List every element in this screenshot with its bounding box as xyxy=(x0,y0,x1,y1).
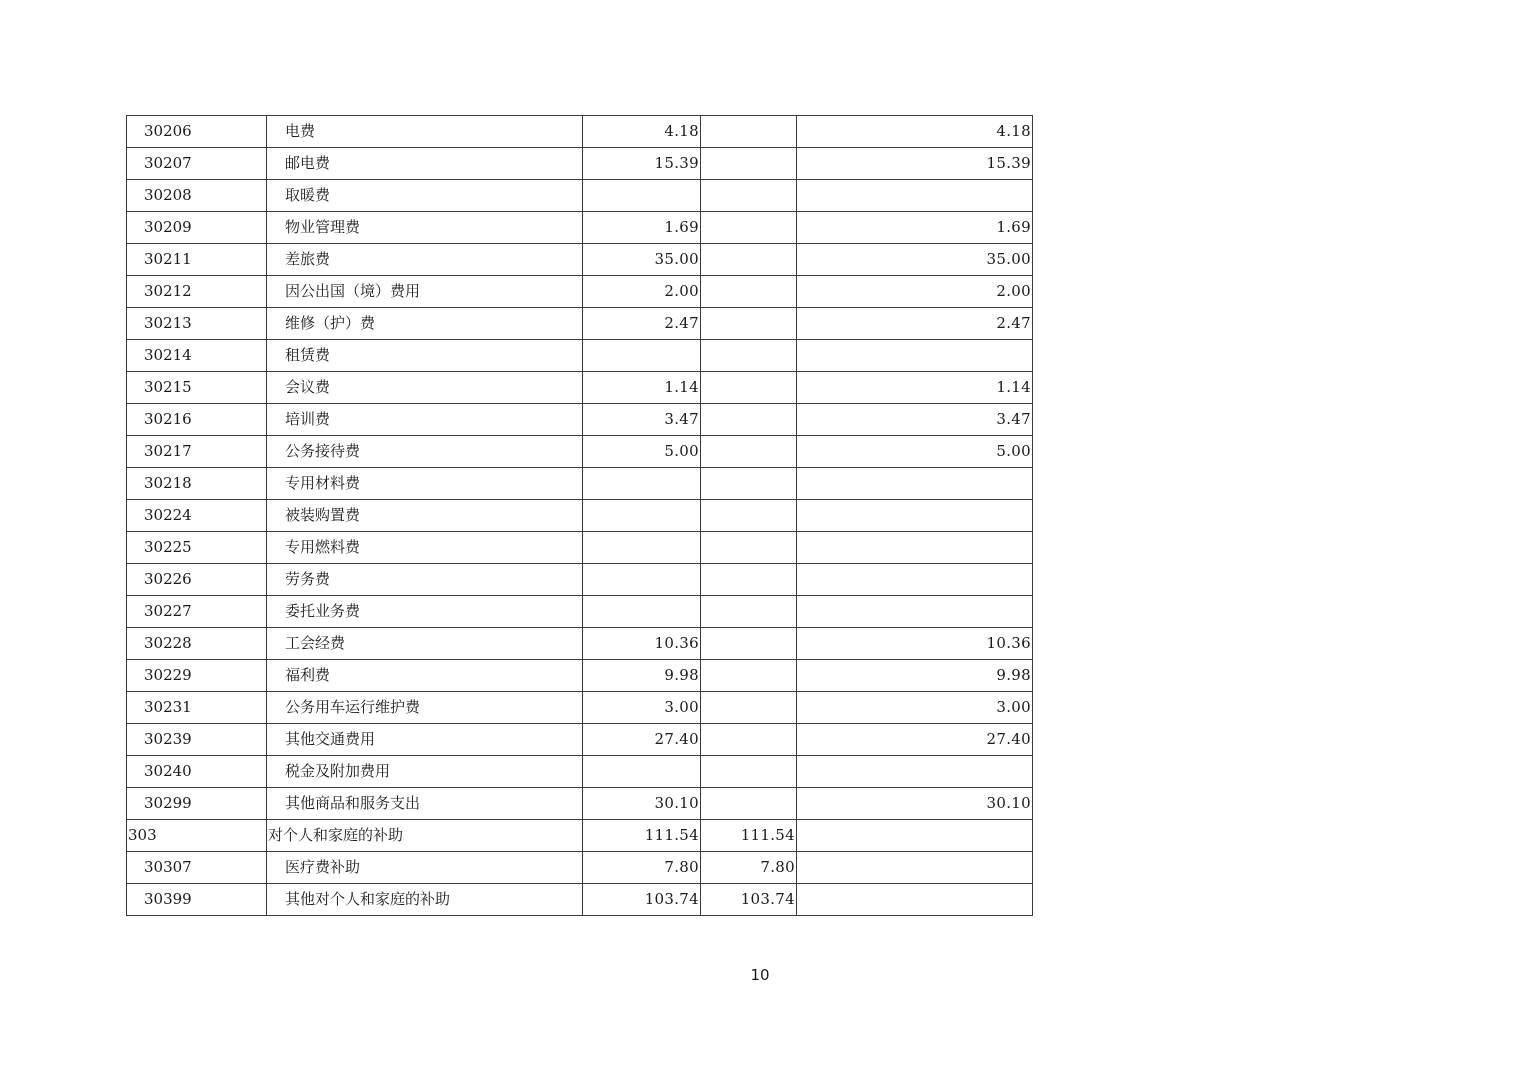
account-code-cell: 30225 xyxy=(127,532,267,564)
project-expenditure-cell: 35.00 xyxy=(797,244,1033,276)
account-code-cell: 30207 xyxy=(127,148,267,180)
account-name-cell: 公务接待费 xyxy=(267,436,583,468)
table-row xyxy=(127,180,1033,212)
table-row xyxy=(127,564,1033,596)
account-name-cell: 税金及附加费用 xyxy=(267,756,583,788)
table-row xyxy=(127,628,1033,660)
basic-expenditure-cell xyxy=(701,468,797,500)
project-expenditure-cell: 10.36 xyxy=(797,628,1033,660)
basic-expenditure-cell: 111.54 xyxy=(701,820,797,852)
basic-expenditure-cell xyxy=(701,372,797,404)
project-expenditure-cell: 2.47 xyxy=(797,308,1033,340)
total-amount-cell: 10.36 xyxy=(583,628,701,660)
page-number: 10 xyxy=(750,966,770,984)
total-amount-cell xyxy=(583,180,701,212)
table-row xyxy=(127,148,1033,180)
project-expenditure-cell xyxy=(797,884,1033,916)
account-code-cell: 30239 xyxy=(127,724,267,756)
account-code-cell: 30224 xyxy=(127,500,267,532)
table-row xyxy=(127,820,1033,852)
table-row xyxy=(127,244,1033,276)
table-row xyxy=(127,692,1033,724)
project-expenditure-cell: 9.98 xyxy=(797,660,1033,692)
account-name-cell: 维修（护）费 xyxy=(267,308,583,340)
total-amount-cell: 7.80 xyxy=(583,852,701,884)
basic-expenditure-cell: 103.74 xyxy=(701,884,797,916)
account-code-cell: 30212 xyxy=(127,276,267,308)
project-expenditure-cell xyxy=(797,564,1033,596)
account-name-cell: 工会经费 xyxy=(267,628,583,660)
basic-expenditure-cell xyxy=(701,724,797,756)
table-row xyxy=(127,116,1033,148)
table-row xyxy=(127,404,1033,436)
basic-expenditure-cell xyxy=(701,308,797,340)
basic-expenditure-cell xyxy=(701,436,797,468)
project-expenditure-cell: 4.18 xyxy=(797,116,1033,148)
account-code-cell: 30211 xyxy=(127,244,267,276)
table-row xyxy=(127,884,1033,916)
account-code-cell: 30213 xyxy=(127,308,267,340)
account-name-cell: 其他商品和服务支出 xyxy=(267,788,583,820)
total-amount-cell: 111.54 xyxy=(583,820,701,852)
account-name-cell: 取暖费 xyxy=(267,180,583,212)
account-name-cell: 会议费 xyxy=(267,372,583,404)
project-expenditure-cell xyxy=(797,180,1033,212)
table-row xyxy=(127,340,1033,372)
table-row xyxy=(127,436,1033,468)
project-expenditure-cell: 3.00 xyxy=(797,692,1033,724)
project-expenditure-cell: 5.00 xyxy=(797,436,1033,468)
table-row xyxy=(127,372,1033,404)
account-code-cell: 30231 xyxy=(127,692,267,724)
account-name-cell: 电费 xyxy=(267,116,583,148)
basic-expenditure-cell xyxy=(701,564,797,596)
account-name-cell: 专用材料费 xyxy=(267,468,583,500)
project-expenditure-cell xyxy=(797,500,1033,532)
table-row xyxy=(127,852,1033,884)
total-amount-cell xyxy=(583,564,701,596)
table-row xyxy=(127,468,1033,500)
project-expenditure-cell xyxy=(797,820,1033,852)
total-amount-cell: 1.14 xyxy=(583,372,701,404)
project-expenditure-cell: 15.39 xyxy=(797,148,1033,180)
account-name-cell: 公务用车运行维护费 xyxy=(267,692,583,724)
table-body xyxy=(127,116,1033,916)
total-amount-cell xyxy=(583,756,701,788)
account-code-cell: 30206 xyxy=(127,116,267,148)
project-expenditure-cell xyxy=(797,468,1033,500)
basic-expenditure-cell xyxy=(701,404,797,436)
total-amount-cell: 2.47 xyxy=(583,308,701,340)
basic-expenditure-cell xyxy=(701,276,797,308)
basic-expenditure-cell xyxy=(701,244,797,276)
basic-expenditure-cell xyxy=(701,500,797,532)
account-code-cell: 30227 xyxy=(127,596,267,628)
project-expenditure-cell: 30.10 xyxy=(797,788,1033,820)
account-name-cell: 其他交通费用 xyxy=(267,724,583,756)
total-amount-cell xyxy=(583,596,701,628)
total-amount-cell: 103.74 xyxy=(583,884,701,916)
account-code-cell: 30307 xyxy=(127,852,267,884)
basic-expenditure-cell xyxy=(701,212,797,244)
account-name-cell: 对个人和家庭的补助 xyxy=(267,820,583,852)
account-code-cell: 30399 xyxy=(127,884,267,916)
account-name-cell: 差旅费 xyxy=(267,244,583,276)
account-code-cell: 30226 xyxy=(127,564,267,596)
account-name-cell: 培训费 xyxy=(267,404,583,436)
account-name-cell: 因公出国（境）费用 xyxy=(267,276,583,308)
account-code-cell: 30208 xyxy=(127,180,267,212)
basic-expenditure-cell xyxy=(701,180,797,212)
total-amount-cell: 27.40 xyxy=(583,724,701,756)
total-amount-cell: 30.10 xyxy=(583,788,701,820)
table-row xyxy=(127,756,1033,788)
project-expenditure-cell xyxy=(797,596,1033,628)
account-code-cell: 303 xyxy=(127,820,267,852)
total-amount-cell: 3.47 xyxy=(583,404,701,436)
total-amount-cell: 35.00 xyxy=(583,244,701,276)
total-amount-cell: 5.00 xyxy=(583,436,701,468)
total-amount-cell xyxy=(583,500,701,532)
total-amount-cell: 2.00 xyxy=(583,276,701,308)
account-name-cell: 福利费 xyxy=(267,660,583,692)
account-name-cell: 劳务费 xyxy=(267,564,583,596)
account-code-cell: 30299 xyxy=(127,788,267,820)
table-row xyxy=(127,308,1033,340)
account-code-cell: 30209 xyxy=(127,212,267,244)
total-amount-cell: 3.00 xyxy=(583,692,701,724)
account-code-cell: 30216 xyxy=(127,404,267,436)
account-name-cell: 邮电费 xyxy=(267,148,583,180)
project-expenditure-cell: 27.40 xyxy=(797,724,1033,756)
project-expenditure-cell: 2.00 xyxy=(797,276,1033,308)
account-code-cell: 30215 xyxy=(127,372,267,404)
account-name-cell: 被装购置费 xyxy=(267,500,583,532)
project-expenditure-cell xyxy=(797,852,1033,884)
account-name-cell: 专用燃料费 xyxy=(267,532,583,564)
total-amount-cell: 1.69 xyxy=(583,212,701,244)
basic-expenditure-cell: 7.80 xyxy=(701,852,797,884)
account-name-cell: 租赁费 xyxy=(267,340,583,372)
table-row xyxy=(127,660,1033,692)
total-amount-cell: 9.98 xyxy=(583,660,701,692)
project-expenditure-cell: 1.69 xyxy=(797,212,1033,244)
account-code-cell: 30218 xyxy=(127,468,267,500)
total-amount-cell xyxy=(583,532,701,564)
table-row xyxy=(127,276,1033,308)
project-expenditure-cell xyxy=(797,756,1033,788)
account-code-cell: 30214 xyxy=(127,340,267,372)
table-row xyxy=(127,596,1033,628)
basic-expenditure-cell xyxy=(701,116,797,148)
table-row xyxy=(127,724,1033,756)
project-expenditure-cell xyxy=(797,340,1033,372)
table-row xyxy=(127,788,1033,820)
basic-expenditure-cell xyxy=(701,148,797,180)
account-code-cell: 30240 xyxy=(127,756,267,788)
total-amount-cell: 15.39 xyxy=(583,148,701,180)
account-code-cell: 30217 xyxy=(127,436,267,468)
total-amount-cell: 4.18 xyxy=(583,116,701,148)
basic-expenditure-cell xyxy=(701,692,797,724)
account-name-cell: 物业管理费 xyxy=(267,212,583,244)
table-row xyxy=(127,212,1033,244)
account-code-cell: 30228 xyxy=(127,628,267,660)
project-expenditure-cell: 1.14 xyxy=(797,372,1033,404)
account-name-cell: 其他对个人和家庭的补助 xyxy=(267,884,583,916)
project-expenditure-cell: 3.47 xyxy=(797,404,1033,436)
basic-expenditure-cell xyxy=(701,756,797,788)
basic-expenditure-cell xyxy=(701,340,797,372)
basic-expenditure-cell xyxy=(701,532,797,564)
account-name-cell: 医疗费补助 xyxy=(267,852,583,884)
total-amount-cell xyxy=(583,468,701,500)
table-row xyxy=(127,500,1033,532)
account-name-cell: 委托业务费 xyxy=(267,596,583,628)
basic-expenditure-cell xyxy=(701,596,797,628)
account-code-cell: 30229 xyxy=(127,660,267,692)
total-amount-cell xyxy=(583,340,701,372)
basic-expenditure-cell xyxy=(701,628,797,660)
budget-expenditure-table xyxy=(126,115,1033,916)
basic-expenditure-cell xyxy=(701,788,797,820)
project-expenditure-cell xyxy=(797,532,1033,564)
table-row xyxy=(127,532,1033,564)
basic-expenditure-cell xyxy=(701,660,797,692)
